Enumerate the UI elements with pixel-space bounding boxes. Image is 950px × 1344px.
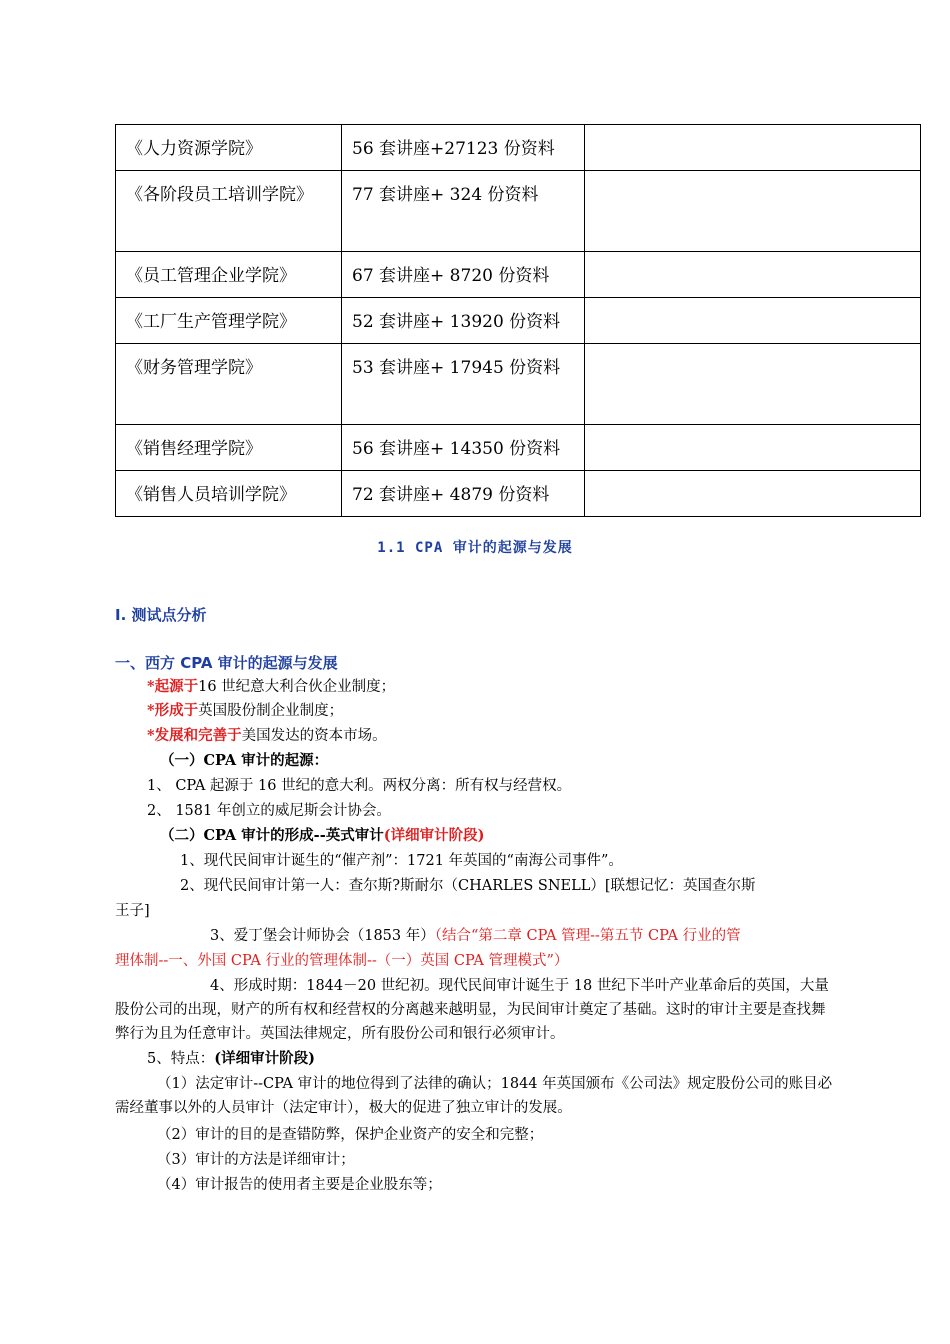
edinburgh-text: 3、爱丁堡会计师协会（1853 年）: [210, 928, 435, 944]
cross-reference-note-continued: 理体制--一、外国 CPA 行业的管理体制--（一）英国 CPA 管理模式”）: [115, 953, 569, 969]
table-cell-desc: 72 套讲座+ 4879 份资料: [342, 471, 585, 517]
star-marker: *: [147, 702, 155, 719]
list-item: [210, 926, 741, 946]
origin-subheading: （一）CPA 审计的起源：: [160, 752, 329, 769]
feature-item: （2）审计的目的是查错防弊，保护企业资产的安全和完整；: [157, 1127, 544, 1143]
developed-text: 美国发达的资本市场。: [241, 728, 387, 744]
table-cell-extra: [585, 171, 921, 252]
table-cell-desc: 67 套讲座+ 8720 份资料: [342, 252, 585, 298]
section-title: 1.1 CPA 审计的起源与发展: [377, 540, 573, 556]
origin-key: 起源于: [154, 678, 199, 695]
cross-reference-note: （结合“第二章 CPA 管理--第五节 CPA 行业的管: [434, 928, 741, 944]
developed-key: 发展和完善于: [154, 727, 242, 744]
formation-subheading: [160, 826, 484, 846]
table-cell-extra: [585, 471, 921, 517]
table-cell-name: 《销售人员培训学院》: [116, 471, 342, 517]
feature-item: （1）法定审计--CPA 审计的地位得到了法律的确认；1844 年英国颁布《公司法》规定股份公司的账目必需经董事以外的人员审计（法定审计），极大的促进了独立审计的发展。: [115, 1076, 833, 1116]
features-label: 5、特点：: [147, 1051, 215, 1067]
table-row: [116, 344, 921, 425]
origin-line: [147, 677, 395, 697]
table-cell-extra: [585, 252, 921, 298]
detail-audit-tag: (详细审计阶段): [214, 1050, 315, 1067]
table-cell-desc: 52 套讲座+ 13920 份资料: [342, 298, 585, 344]
table-cell-name: 《各阶段员工培训学院》: [116, 171, 342, 252]
origin-text: 16 世纪意大利合伙企业制度；: [198, 679, 396, 695]
table-cell-desc: 53 套讲座+ 17945 份资料: [342, 344, 585, 425]
table-row: [116, 471, 921, 517]
test-point-heading: I. 测试点分析: [115, 606, 207, 624]
table-cell-desc: 56 套讲座+ 14350 份资料: [342, 425, 585, 471]
star-marker: *: [147, 678, 155, 695]
list-item: 1、现代民间审计诞生的“催产剂”：1721 年英国的“南海公司事件”。: [180, 853, 623, 869]
feature-item: （3）审计的方法是详细审计；: [157, 1152, 355, 1168]
table-row: [116, 425, 921, 471]
formed-key: 形成于: [154, 702, 199, 719]
developed-line: [147, 726, 387, 746]
formed-line: [147, 701, 343, 721]
table-cell-extra: [585, 125, 921, 171]
table-cell-extra: [585, 425, 921, 471]
formed-text: 英国股份制企业制度；: [198, 703, 344, 719]
list-item: 2、现代民间审计第一人：查尔斯?斯耐尔（CHARLES SNELL）[联想记忆：英国查尔斯: [180, 878, 756, 894]
course-catalog-table: [115, 124, 921, 517]
table-cell-desc: 56 套讲座+27123 份资料: [342, 125, 585, 171]
table-cell-name: 《员工管理企业学院》: [116, 252, 342, 298]
list-item-continued: 王子]: [115, 903, 150, 919]
western-cpa-heading: 一、西方 CPA 审计的起源与发展: [115, 654, 338, 672]
table-row: [116, 125, 921, 171]
table-row: [116, 171, 921, 252]
table-cell-name: 《工厂生产管理学院》: [116, 298, 342, 344]
star-marker: *: [147, 727, 155, 744]
table-cell-name: 《人力资源学院》: [116, 125, 342, 171]
formation-period-paragraph: 4、形成时期：1844－20 世纪初。现代民间审计诞生于 18 世纪下半叶产业革命后的英国，大量股份公司的出现，财产的所有权和经营权的分离越来越明显，为民间审计奠定了基础。这时的审计主要是查找舞弊行为且为任意审计。英国法律规定，所有股份公司和银行必须审计。: [115, 978, 829, 1042]
table-cell-name: 《销售经理学院》: [116, 425, 342, 471]
table-cell-extra: [585, 298, 921, 344]
formation-subheading-text: （二）CPA 审计的形成--英式审计: [160, 827, 384, 844]
feature-item: （4）审计报告的使用者主要是企业股东等；: [157, 1177, 442, 1193]
table-row: [116, 298, 921, 344]
table-cell-desc: 77 套讲座+ 324 份资料: [342, 171, 585, 252]
features-heading: [147, 1049, 315, 1069]
table-row: [116, 252, 921, 298]
table-cell-extra: [585, 344, 921, 425]
table-cell-name: 《财务管理学院》: [116, 344, 342, 425]
list-item: 2、 1581 年创立的威尼斯会计协会。: [147, 803, 391, 819]
detail-audit-tag: (详细审计阶段): [383, 827, 485, 844]
list-item: 1、 CPA 起源于 16 世纪的意大利。两权分离：所有权与经营权。: [147, 778, 572, 794]
